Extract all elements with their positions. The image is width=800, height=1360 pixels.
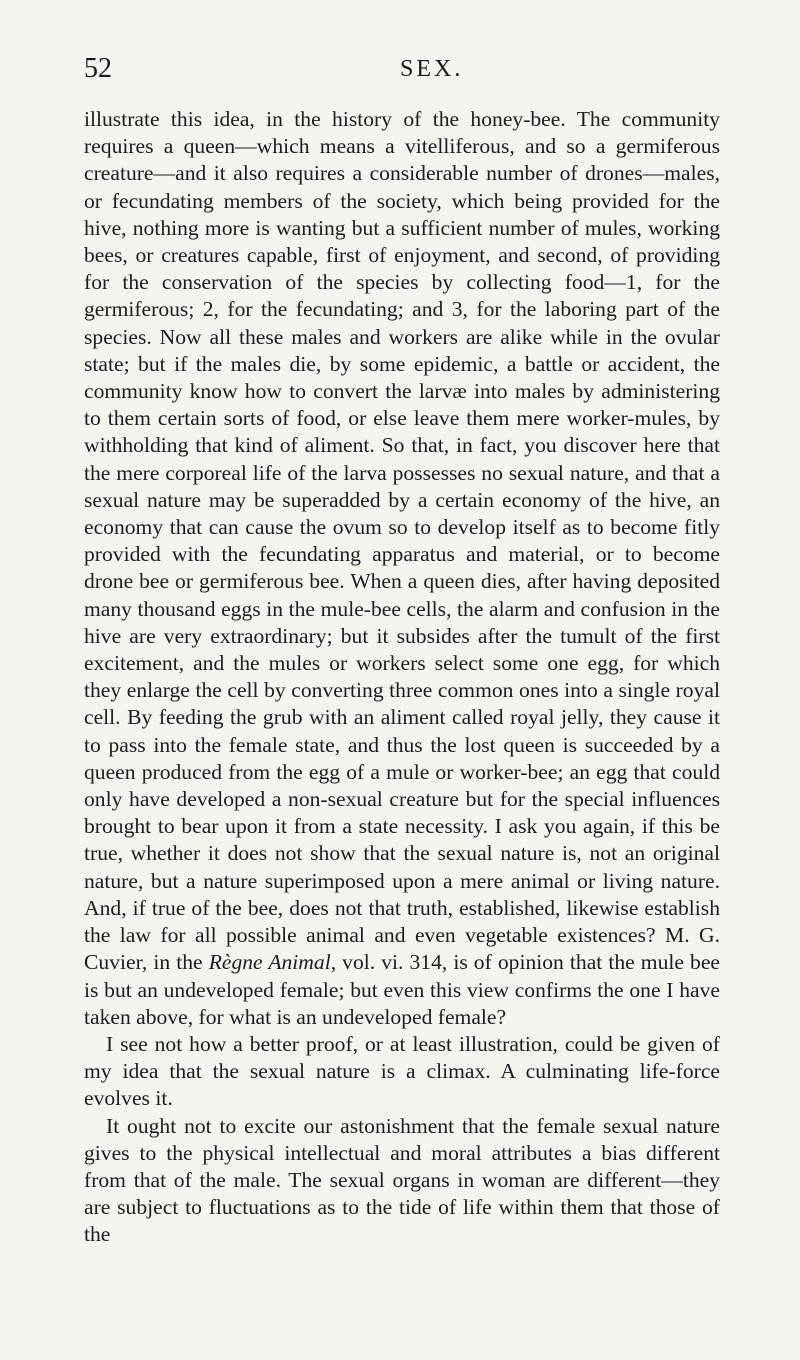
paragraph-2 — [84, 1031, 720, 1113]
running-head: SEX. — [400, 56, 464, 82]
paragraph-1 — [84, 106, 720, 1031]
paragraph-3-text: It ought not to excite our astonishment that the female sexual nature gives to the physical intellectual and moral attributes a bias different from that of the male. The sexual organs in woman are different—they are subject to fluctuations as to the tide of life within them that those of the — [84, 1113, 720, 1247]
page-header — [84, 52, 720, 86]
paragraph-3 — [84, 1113, 720, 1249]
paragraph-2-text: I see not how a better proof, or at least illustration, could be given of my idea that the sexual nature is a climax. A culminating life-force evolves it. — [84, 1031, 720, 1111]
book-title-italic: Règne Animal — [208, 950, 331, 975]
paragraph-1-text-b: , vol. vi. 314, is of opinion that the mule bee is but an undeveloped female; but even this view confirms the one I have taken above, for what is an undeveloped female? — [84, 950, 721, 1029]
paragraph-1-text-a: illustrate this idea, in the history of the honey-bee. The community requires a queen—which means a vitelliferous, and so a germiferous creature—and it also requires a considerable number of drones—males, or fecundating members of the society, which being provided for the hive, nothing more is wanting but a sufficient number of mules, working bees, or creatures capable, first of enjoyment, and second, of providing for the conservation of the species by collecting food—1, for the germiferous; 2, for the fecundating; and 3, for the laboring part of the species. Now all these males and workers are alike while in the ovular state; but if the males die, by some epidemic, a battle or accident, the community know how to convert the larvæ into males by administering to them certain sorts of food, or else leave them mere worker-mules, by withholding that kind of aliment. So that, in fact, you discover here that the mere corporeal life of the larva possesses no sexual nature, and that a sexual nature may be superadded by a certain economy of the hive, an economy that can cause the ovum so to develop itself as to become fitly provided with the fecundating apparatus and material, or to become drone bee or germiferous bee. When a queen dies, after having deposited many thousand eggs in the mule-bee cells, the alarm and confusion in the hive are very extraordinary; but it subsides after the tumult of the first excitement, and the mules or workers select some one egg, for which they enlarge the cell by converting three common ones into a single royal cell. By feeding the grub with an aliment called royal jelly, they cause it to pass into the female state, and thus the lost queen is succeeded by a queen produced from the egg of a mule or worker-bee; an egg that could only have developed a non-sexual creature but for the special influences brought to bear upon it from a state necessity. I ask you again, if this be true, whether it does not show that the sexual nature is, not an original nature, but a nature superimposed upon a mere animal or living nature. And, if true of the bee, does not that truth, established, likewise establish the law for all possible animal and even vegetable existences? M. G. Cuvier, in the — [84, 107, 720, 975]
page-number: 52 — [84, 53, 112, 84]
body-text — [84, 106, 720, 1249]
